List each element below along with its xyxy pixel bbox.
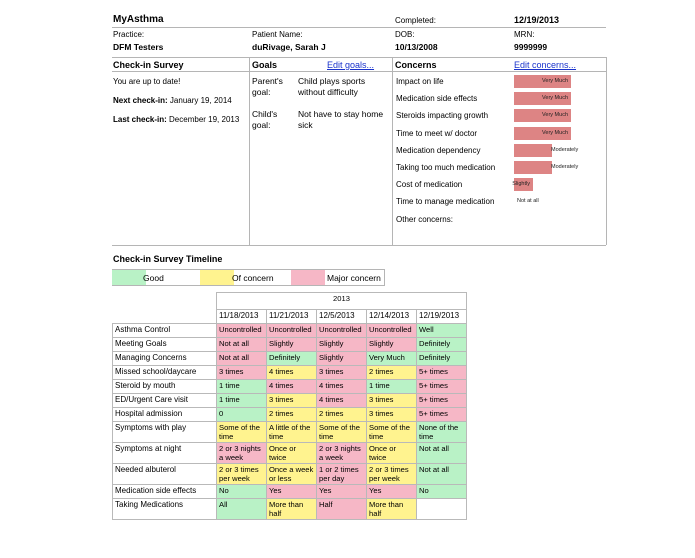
status-cell: 1 or 2 times per day: [317, 464, 367, 485]
status-cell: 2 or 3 nights a week: [317, 443, 367, 464]
status-cell: Definitely: [417, 338, 467, 352]
status-cell: A little of the time: [267, 422, 317, 443]
date-header: 11/21/2013: [267, 310, 317, 324]
concern-label: Taking too much medication: [396, 163, 496, 172]
date-row: [113, 310, 467, 324]
concern-label: Medication side effects: [396, 94, 478, 104]
concern-bar: [514, 75, 571, 88]
parent-goal-text: Child plays sports without difficulty: [298, 76, 366, 97]
status-cell: Uncontrolled: [217, 324, 267, 338]
status-cell: 4 times: [317, 380, 367, 394]
status-cell: 4 times: [317, 394, 367, 408]
timeline-row: [113, 394, 467, 408]
status-cell: 2 or 3 nights a week: [217, 443, 267, 464]
next-checkin-label: Next check-in:: [113, 96, 168, 105]
concern-label: Impact on life: [396, 77, 444, 86]
child-goal-text: Not have to stay home sick: [298, 109, 384, 130]
concern-label: Time to manage medication: [396, 197, 495, 207]
dob-value: 10/13/2008: [395, 42, 438, 52]
concern-level: Very Much: [542, 95, 568, 102]
dob-label: DOB:: [395, 30, 415, 39]
next-checkin-date: January 19, 2014: [169, 96, 232, 105]
status-cell: Yes: [367, 485, 417, 499]
status-cell: 2 times: [317, 408, 367, 422]
concern-bar: [514, 144, 579, 157]
status-cell: 2 times: [267, 408, 317, 422]
legend-good-swatch: [112, 270, 146, 285]
status-cell: Definitely: [267, 352, 317, 366]
status-cell: All: [217, 499, 267, 520]
status-cell: 1 time: [217, 380, 267, 394]
timeline-row: [113, 324, 467, 338]
row-label: Asthma Control: [113, 324, 217, 338]
last-checkin: [113, 115, 239, 124]
summary-divider-1: [249, 57, 250, 245]
patient-name-value: duRivage, Sarah J: [252, 42, 326, 52]
status-cell: Slightly: [267, 338, 317, 352]
timeline-row: [113, 485, 467, 499]
row-label: Medication side effects: [113, 485, 217, 499]
status-cell: 3 times: [267, 394, 317, 408]
status-cell: Some of the time: [367, 422, 417, 443]
corner-cell: [113, 310, 217, 324]
concern-level: Slightly: [512, 181, 530, 188]
edit-goals-link[interactable]: Edit goals...: [327, 60, 375, 70]
timeline-title: Check-in Survey Timeline: [113, 254, 223, 264]
status-cell: 2 times: [367, 366, 417, 380]
concern-level: Very Much: [542, 78, 568, 84]
last-checkin-date: December 19, 2013: [169, 115, 240, 124]
practice-label: Practice:: [113, 30, 145, 39]
status-cell: Not at all: [217, 352, 267, 366]
summary-right-border: [606, 57, 607, 245]
completed-date: 12/19/2013: [514, 15, 560, 25]
status-cell: 1 time: [367, 380, 417, 394]
status-cell: Uncontrolled: [267, 324, 317, 338]
last-checkin-label: Last check-in:: [113, 115, 167, 124]
patient-name-label: Patient Name:: [252, 30, 303, 39]
status-cell: Half: [317, 499, 367, 520]
status-cell: Slightly: [317, 338, 367, 352]
legend-of-concern-label: Of concern: [232, 273, 274, 283]
concerns-title: Concerns: [395, 60, 437, 70]
status-cell: No: [417, 485, 467, 499]
legend-of-concern-swatch: [200, 270, 234, 285]
legend-major-concern: [291, 269, 385, 286]
status-cell: 5+ times: [417, 366, 467, 380]
status-cell: Some of the time: [317, 422, 367, 443]
status-cell: Uncontrolled: [367, 324, 417, 338]
row-label: Managing Concerns: [113, 352, 217, 366]
concern-label: Time to meet w/ doctor: [396, 128, 478, 138]
summary-bottom-border: [112, 245, 606, 246]
checkin-survey-title: Check-in Survey: [113, 60, 184, 70]
row-label: Symptoms at night: [113, 443, 217, 464]
date-header: 12/14/2013: [367, 310, 417, 324]
row-label: Hospital admission: [113, 408, 217, 422]
row-label: Meeting Goals: [113, 338, 217, 352]
concern-level: Not at all: [517, 198, 539, 205]
other-concerns-label: Other concerns:: [396, 215, 453, 224]
timeline-row: [113, 499, 467, 520]
row-label: Needed albuterol: [113, 464, 217, 485]
legend-good: [112, 269, 201, 286]
status-cell: More than half: [267, 499, 317, 520]
completed-label: Completed:: [395, 16, 436, 25]
mrn-value: 9999999: [514, 42, 548, 52]
status-cell: Once or twice: [267, 443, 317, 464]
legend-major-concern-label: Major concern: [327, 273, 381, 283]
status-cell: Yes: [267, 485, 317, 499]
concern-level: Moderately: [551, 164, 579, 170]
status-cell: 5+ times: [417, 408, 467, 422]
status-cell: Not at all: [217, 338, 267, 352]
status-cell: Slightly: [317, 352, 367, 366]
status-cell: Well: [417, 324, 467, 338]
status-cell: No: [217, 485, 267, 499]
date-header: 11/18/2013: [217, 310, 267, 324]
status-cell: [417, 499, 467, 520]
checkin-status: You are up to date!: [113, 77, 181, 86]
row-label: Taking Medications: [113, 499, 217, 520]
timeline-row: [113, 464, 467, 485]
status-cell: 2 or 3 times per week: [217, 464, 267, 485]
timeline-row: [113, 443, 467, 464]
status-cell: 3 times: [367, 408, 417, 422]
year-header: 2013: [217, 293, 467, 310]
timeline-row: [113, 338, 467, 352]
status-cell: Not at all: [417, 464, 467, 485]
concern-bar: [514, 109, 571, 122]
status-cell: 3 times: [367, 394, 417, 408]
summary-top-border: [112, 57, 606, 58]
timeline-row: [113, 408, 467, 422]
status-cell: Not at all: [417, 443, 467, 464]
status-cell: 3 times: [217, 366, 267, 380]
timeline-row: [113, 380, 467, 394]
status-cell: 5+ times: [417, 380, 467, 394]
edit-concerns-link[interactable]: Edit concerns...: [514, 60, 577, 70]
row-label: Steroid by mouth: [113, 380, 217, 394]
mrn-label: MRN:: [514, 30, 535, 39]
concern-bar: [514, 161, 579, 174]
concern-level: Very Much: [542, 112, 568, 119]
status-cell: None of the time: [417, 422, 467, 443]
status-cell: Once or twice: [367, 443, 417, 464]
status-cell: 4 times: [267, 366, 317, 380]
timeline-row: [113, 366, 467, 380]
concern-label: Steroids impacting growth: [396, 111, 489, 121]
concern-label: Cost of medication: [396, 180, 463, 190]
status-cell: Very Much: [367, 352, 417, 366]
row-label: Symptoms with play: [113, 422, 217, 443]
year-row: [113, 293, 467, 310]
child-goal-label: Child's goal:: [252, 109, 278, 130]
header-divider: [112, 27, 606, 28]
concern-level: Very Much: [542, 129, 568, 136]
status-cell: 3 times: [317, 366, 367, 380]
parent-goal-label: Parent's goal:: [252, 76, 283, 97]
next-checkin: [113, 96, 232, 105]
concern-label: Medication dependency: [396, 145, 481, 155]
concern-bar: [514, 92, 571, 105]
status-cell: 4 times: [267, 380, 317, 394]
date-header: 12/5/2013: [317, 310, 367, 324]
row-label: Missed school/daycare: [113, 366, 217, 380]
summary-divider-2: [392, 57, 393, 245]
status-cell: 5+ times: [417, 394, 467, 408]
status-cell: 0: [217, 408, 267, 422]
legend-major-concern-swatch: [291, 270, 325, 285]
status-cell: 2 or 3 times per week: [367, 464, 417, 485]
date-header: 12/19/2013: [417, 310, 467, 324]
status-cell: 1 time: [217, 394, 267, 408]
status-cell: Some of the time: [217, 422, 267, 443]
status-cell: More than half: [367, 499, 417, 520]
corner-cell: [113, 293, 217, 310]
status-cell: Uncontrolled: [317, 324, 367, 338]
practice-value: DFM Testers: [113, 42, 164, 52]
goals-title: Goals: [252, 60, 278, 70]
timeline-row: [113, 352, 467, 366]
legend-good-label: Good: [143, 273, 164, 283]
status-cell: Once a week or less: [267, 464, 317, 485]
summary-header-divider: [112, 71, 606, 72]
concern-bar: [514, 127, 571, 140]
status-cell: Definitely: [417, 352, 467, 366]
row-label: ED/Urgent Care visit: [113, 394, 217, 408]
status-cell: Yes: [317, 485, 367, 499]
concern-level: Moderately: [551, 146, 579, 153]
app-title: MyAsthma: [113, 14, 164, 25]
timeline-row: [113, 422, 467, 443]
concern-bar: [514, 178, 533, 191]
legend-of-concern: [200, 269, 292, 286]
timeline-table: [112, 292, 467, 520]
status-cell: Slightly: [367, 338, 417, 352]
